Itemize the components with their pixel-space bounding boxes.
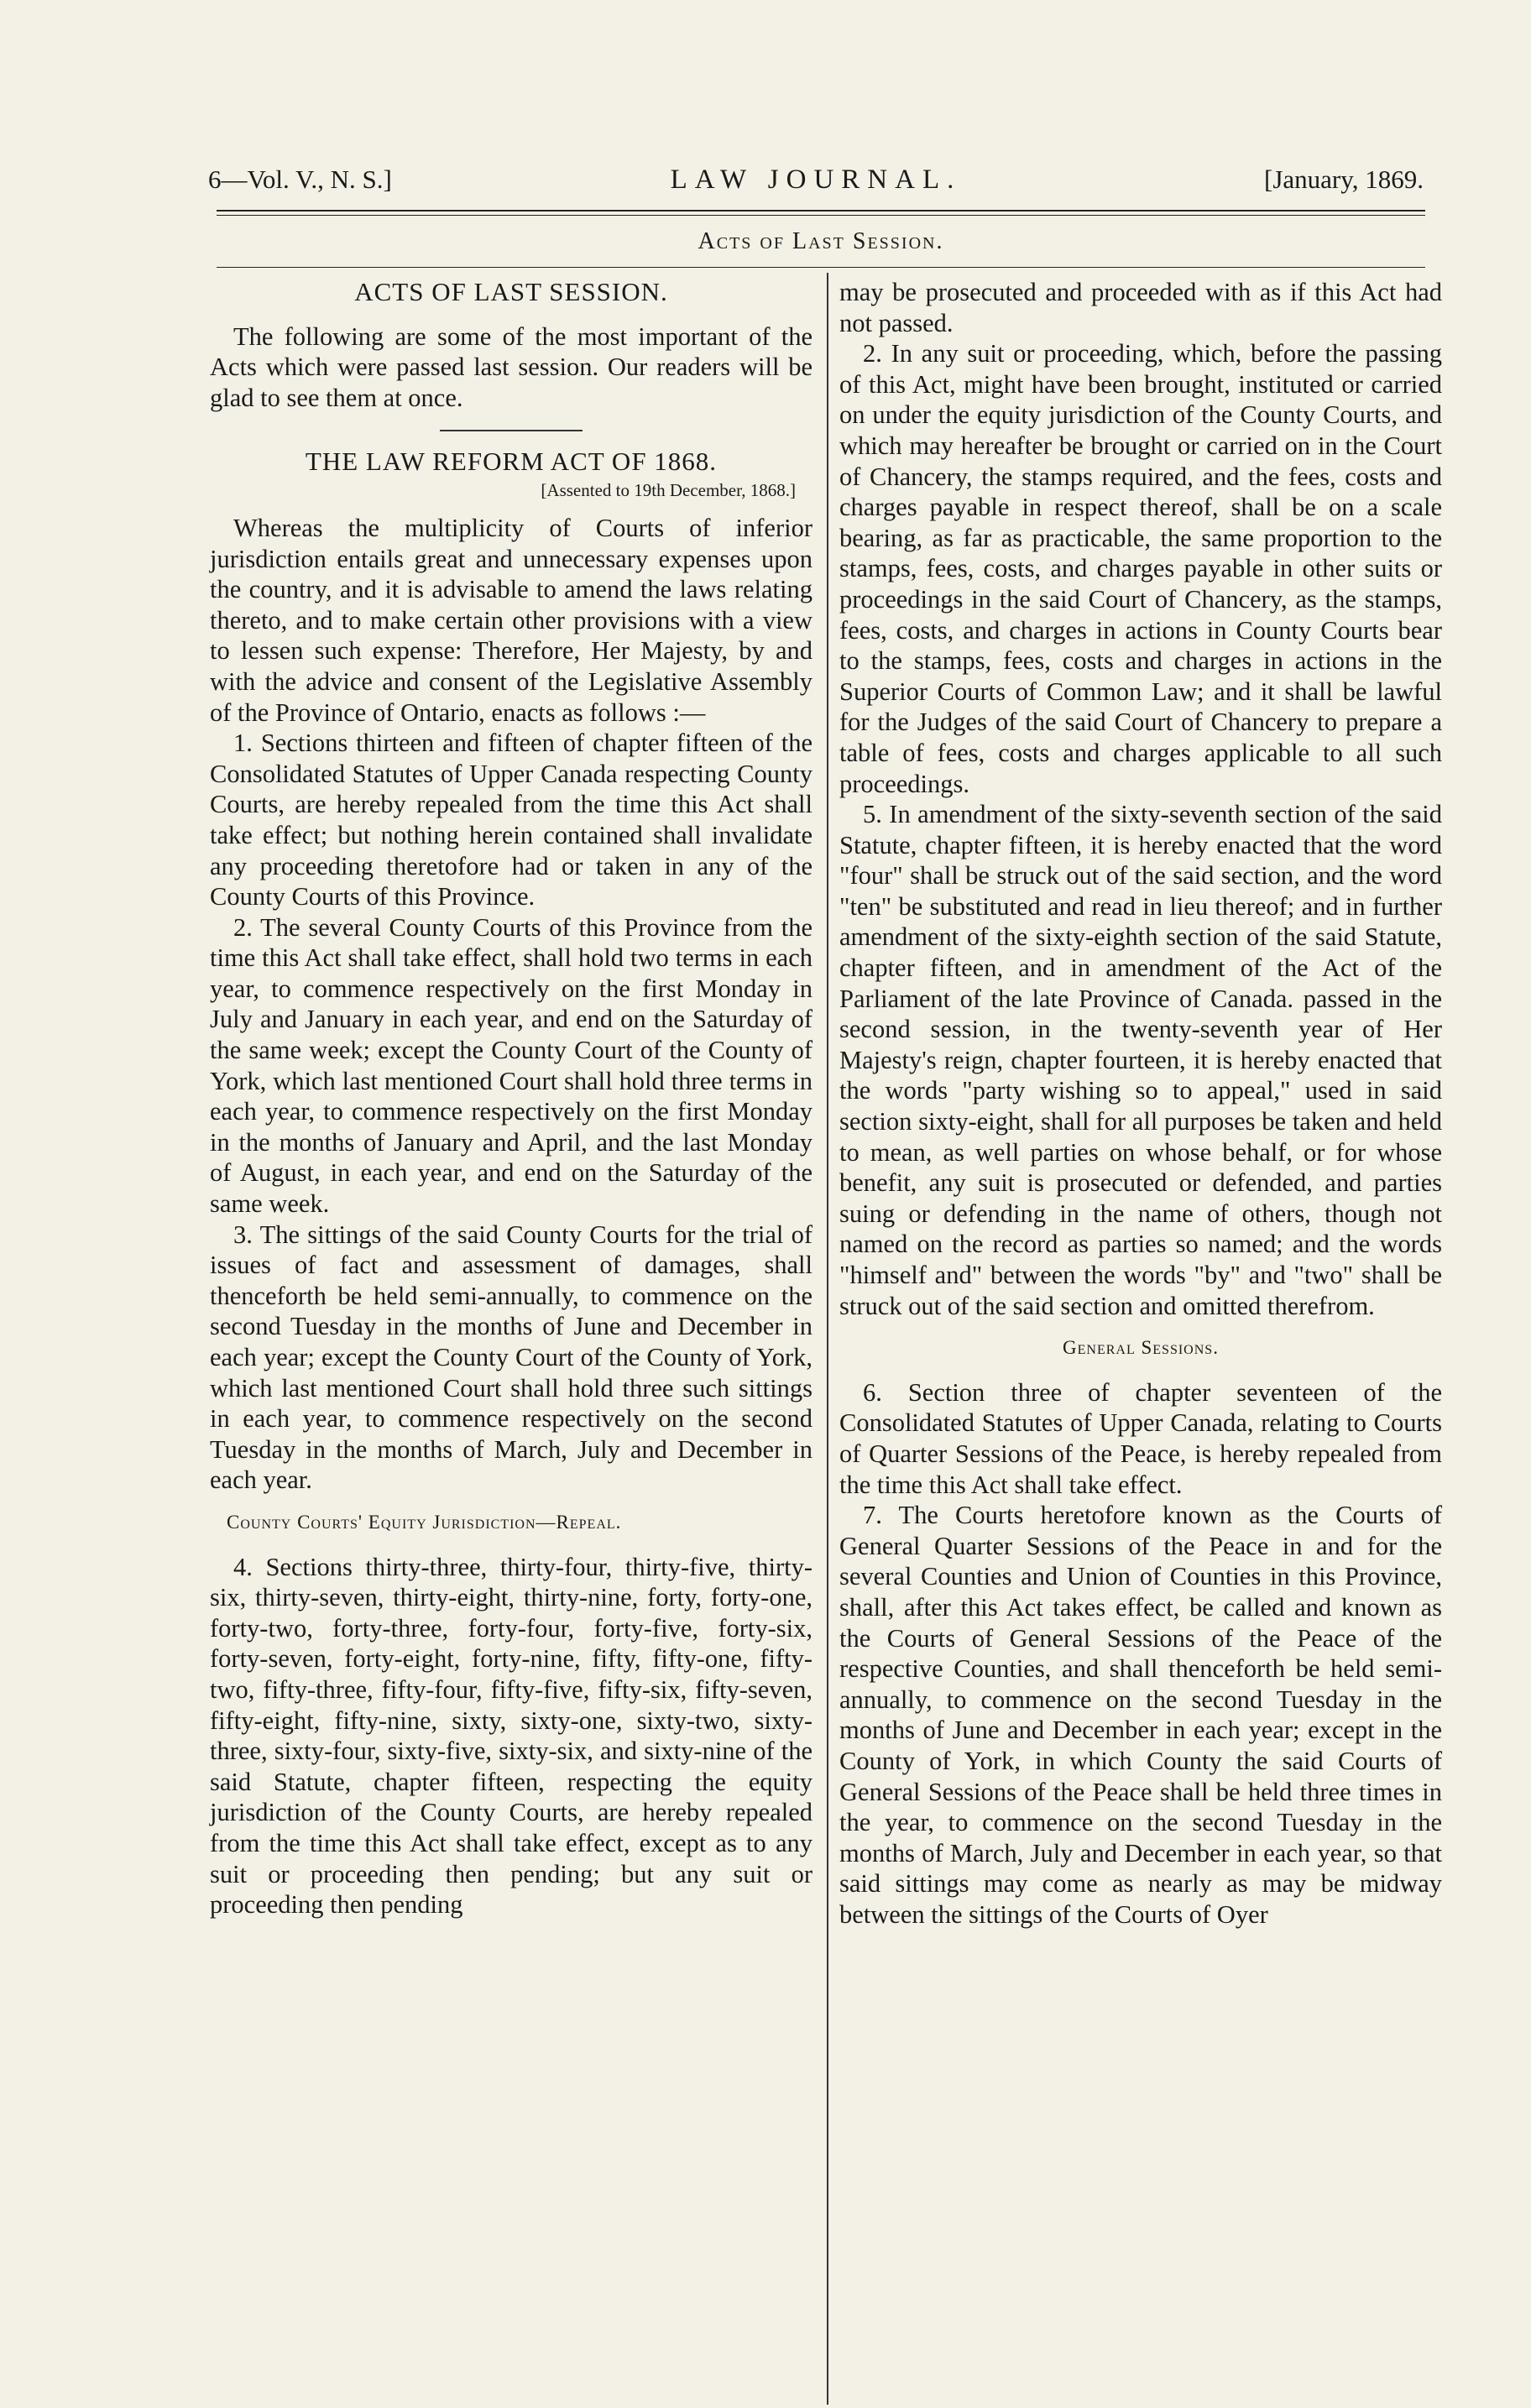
section-5: 5. In amendment of the sixty-seventh section of the said Statute, chapter fifteen, it is hereby enacted that the word "four" shall be struck out of the said section, and the word "ten" be substituted and read in lieu thereof; and in further amendment of the sixty-eighth section of the said Statute, chapter fifteen, and in amendment of the Act of the Parliament of the late Province of Canada. passed in the second session, in the twenty-seventh year of Her Majesty's reign, chapter fourteen, it is hereby enacted that the words "party wishing so to appeal," used in said section sixty-eight, shall for all purposes be taken and held to mean, as well parties on whose behalf, or for whose benefit, any suit is prosecuted or defended, and parties suing or defending in the name of others, though not named on the record as parties so named; and the words "himself and" between the words "by" and "two" shall be struck out of the said section and omitted therefrom.	[839, 800, 1442, 1320]
intro-paragraph: The following are some of the most important of the Acts which were passed last session. Our readers will be glad to see them at once.	[210, 321, 813, 412]
header-rule-top	[217, 210, 1425, 212]
left-column	[210, 277, 813, 1920]
volume-info: 6—Vol. V., N. S.]	[208, 165, 392, 194]
section-7: 7. The Courts heretofore known as the Courts of General Quarter Sessions of the Peace in and for the several Counties and Union of Counties in this Province, shall, after this Act takes effect, be called and known as the Courts of General Sessions of the Peace of the respective Counties, and shall thenceforth be held semi-annually, to commence on the second Tuesday in the months of June and December in each year; except in the County of York, in which County the said Courts of General Sessions of the Peace shall be held three times in the year, to commence on the second Tuesday in the months of March, July and December in each year, so that said sittings may come as nearly as may be midway between the sittings of the Courts of Oyer	[839, 1501, 1442, 1929]
separator-rule	[440, 430, 583, 431]
act-title: THE LAW REFORM ACT OF 1868.	[305, 447, 718, 477]
section-4: 4. Sections thirty-three, thirty-four, thirty-five, thirty-six, thirty-seven, thirty-eight, thirty-nine, forty, forty-one, forty-two, forty-three, forty-four, forty-five, forty-six, forty-seven, forty-eight, forty-nine, fifty, fifty-one, fifty-two, fifty-three, fifty-four, fifty-five, fifty-six, fifty-seven, fifty-eight, fifty-nine, sixty, sixty-one, sixty-two, sixty-three, sixty-four, sixty-five, sixty-six, and sixty-nine of the said Statute, chapter fifteen, respecting the equity jurisdiction of the County Courts, are hereby repealed from the time this Act shall take effect, except as to any suit or proceeding then pending; but any suit or proceeding then pending	[210, 1552, 813, 1920]
header-rule-bottom	[217, 215, 1425, 216]
section-2: 2. The several County Courts of this Province from the time this Act shall take effect, shall hold two terms in each year, to commence respectively on the first Monday in July and January in each year, and end on the Saturday of the same week; except the County Court of the County of York, which last mentioned Court shall hold three terms in each year, to commence respectively on the first Monday in the months of January and April, and the last Monday of August, in each year, and end on the Saturday of the same week.	[210, 912, 813, 1219]
subheading-general-sessions: General Sessions.	[1063, 1337, 1219, 1359]
issue-date: [January, 1869.	[1264, 165, 1424, 194]
preamble: Whereas the multiplicity of Courts of inferior jurisdiction entails great and unnecessary expenses upon the country, and it is advisable to amend the laws relating thereto, and to make certain other provisions with a view to lessen such expense: Therefore, Her Majesty, by and with the advice and consent of the Legislative Assembly of the Province of Ontario, enacts as follows :—	[210, 513, 813, 727]
section-2b: 2. In any suit or proceeding, which, before the passing of this Act, might have been brought, instituted or carried on under the equity jurisdiction of the County Courts, and which may hereafter be brought or carried on in the Court of Chancery, the stamps required, and the fees, costs and charges payable in respect thereof, shall be on a scale bearing, as far as practicable, the same proportion to the stamps, fees, costs, and charges payable in other suits or proceedings in the said Court of Chancery, as the stamps, fees, costs, and charges in actions in County Courts bear to the stamps, fees, costs and charges in actions in the Superior Courts of Common Law; and it shall be lawful for the Judges of the said Court of Chancery to prepare a table of fees, costs and charges applicable to all such proceedings.	[839, 339, 1442, 798]
right-column	[839, 277, 1442, 1930]
assent-date: [Assented to 19th December, 1868.]	[541, 479, 796, 500]
section-3: 3. The sittings of the said County Courts for the trial of issues of fact and assessment of damages, shall thenceforth be held semi-annually, to commence on the second Tuesday in the months of June and December in each year; except the County Court of the County of York, which last mentioned Court shall hold three such sittings in each year, to commence respectively on the second Tuesday in the months of March, July and December in each year.	[210, 1220, 813, 1495]
column-divider	[827, 273, 828, 2405]
subheading-equity: County Courts' Equity Jurisdiction—Repeal.	[227, 1511, 622, 1533]
journal-title: LAW JOURNAL.	[670, 165, 962, 195]
section-rule	[217, 267, 1425, 268]
section-1: 1. Sections thirteen and fifteen of chapter fifteen of the Consolidated Statutes of Upper Canada respecting County Courts, are hereby repealed from the time this Act shall take effect; but nothing herein contained shall invalidate any proceeding theretofore had or taken in any of the County Courts of this Province.	[210, 729, 813, 911]
section-6: 6. Section three of chapter seventeen of the Consolidated Statutes of Upper Canada, relating to Courts of Quarter Sessions of the Peace, is hereby repealed from the time this Act shall take effect.	[839, 1377, 1442, 1499]
article-heading: ACTS OF LAST SESSION.	[354, 277, 668, 306]
section-running-title: Acts of Last Session.	[698, 228, 944, 254]
running-head	[208, 165, 1424, 198]
continuation-paragraph: may be prosecuted and proceeded with as if this Act had not passed.	[839, 278, 1442, 337]
